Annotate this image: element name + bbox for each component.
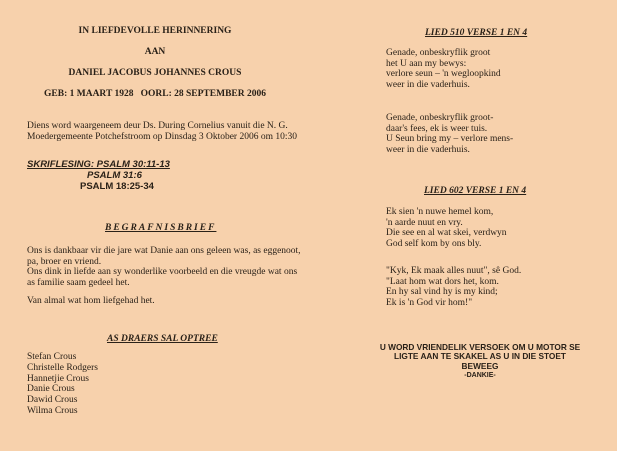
deceased-name: DANIEL JACOBUS JOHANNES CROUS	[68, 68, 242, 78]
scripture-psalm-31: PSALM 31:6	[87, 170, 142, 181]
verse-line: weer in die vaderhuis.	[386, 144, 470, 155]
verse-line: "Kyk, Ek maak alles nuut", sê God.	[386, 266, 522, 276]
letter-signoff: Van almal wat hom liefgehad het.	[27, 296, 155, 306]
hymn-602-verse-1	[386, 207, 507, 249]
memorial-aan: AAN	[144, 47, 166, 57]
list-item: Christelle Rodgers	[27, 362, 98, 373]
verse-line: 'n aarde nuut en vry.	[386, 217, 463, 228]
verse-line: En hy sal vind hy is my kind;	[386, 287, 498, 298]
verse-line: weer in die vaderhuis.	[386, 79, 470, 90]
headlights-notice	[355, 343, 605, 381]
verse-line: U Seun bring my – verlore mens-	[386, 134, 514, 145]
funeral-letter	[27, 246, 301, 288]
hymn-602-verse-4	[386, 266, 521, 308]
letter-line: Ons dink in liefde aan sy wonderlike voorbeeld en die vreugde wat ons	[27, 267, 298, 278]
verse-line: Ek sien 'n nuwe hemel kom,	[386, 207, 494, 217]
list-item: Danie Crous	[27, 384, 75, 395]
verse-line: het U aan my bewys:	[386, 58, 467, 69]
verse-line: daar's fees, ek is weer tuis.	[386, 123, 488, 134]
list-item: Wilma Crous	[27, 405, 78, 416]
verse-line: God self kom by ons bly.	[386, 238, 482, 249]
birth-death-dates: GEB: 1 MAART 1928 OORL: 28 SEPTEMBER 2006	[44, 89, 266, 99]
letter-line: as familie saam gedeel het.	[27, 277, 130, 288]
list-item: Stefan Crous	[27, 352, 77, 362]
funeral-letter-heading: BEGRAFNISBRIEF	[105, 223, 217, 233]
notice-thanks: -DANKIE-	[464, 372, 496, 380]
hymn-602-heading: LIED 602 VERSE 1 EN 4	[424, 186, 527, 196]
verse-line: Die see en al wat skei, verdwyn	[386, 228, 507, 239]
bearers-list	[27, 352, 98, 417]
scripture-reading: SKRIFLESING: PSALM 30:11-13	[27, 159, 170, 170]
hymn-510-heading: LIED 510 VERSE 1 EN 4	[425, 28, 528, 38]
verse-line: Genade, onbeskryflik groot-	[386, 113, 494, 123]
hymn-510-verse-1	[386, 48, 501, 90]
notice-line: U WORD VRIENDELIK VERSOEK OM U MOTOR SE	[379, 342, 581, 352]
letter-line: pa, broer en vriend.	[27, 256, 102, 267]
verse-line: Genade, onbeskryflik groot	[386, 48, 491, 58]
list-item: Dawid Crous	[27, 395, 78, 406]
service-line: Moedergemeente Potchefstroom op Dinsdag 3 Oktober 2006 om 10:30	[27, 131, 297, 142]
verse-line: Ek is 'n God vir hom!"	[386, 297, 473, 308]
service-line: Diens word waargeneem deur Ds. During Cornelius vanuit die N. G.	[27, 121, 288, 131]
notice-line: LIGTE AAN TE SKAKEL AS U IN DIE STOET	[394, 351, 566, 362]
verse-line: verlore seun – 'n wegloopkind	[386, 69, 501, 80]
scripture-psalm-18: PSALM 18:25-34	[80, 181, 154, 192]
letter-line: Ons is dankbaar vir die jare wat Danie aan ons geleen was, as eggenoot,	[27, 246, 301, 256]
bearers-heading: AS DRAERS SAL OPTREE	[107, 334, 218, 344]
list-item: Hannetjie Crous	[27, 373, 90, 384]
notice-line: BEWEEG	[461, 360, 499, 371]
memorial-title: IN LIEFDEVOLLE HERINNERING	[78, 26, 232, 36]
service-details	[27, 121, 297, 142]
verse-line: "Laat hom wat dors het, kom.	[386, 276, 499, 287]
hymn-510-verse-4	[386, 113, 513, 155]
